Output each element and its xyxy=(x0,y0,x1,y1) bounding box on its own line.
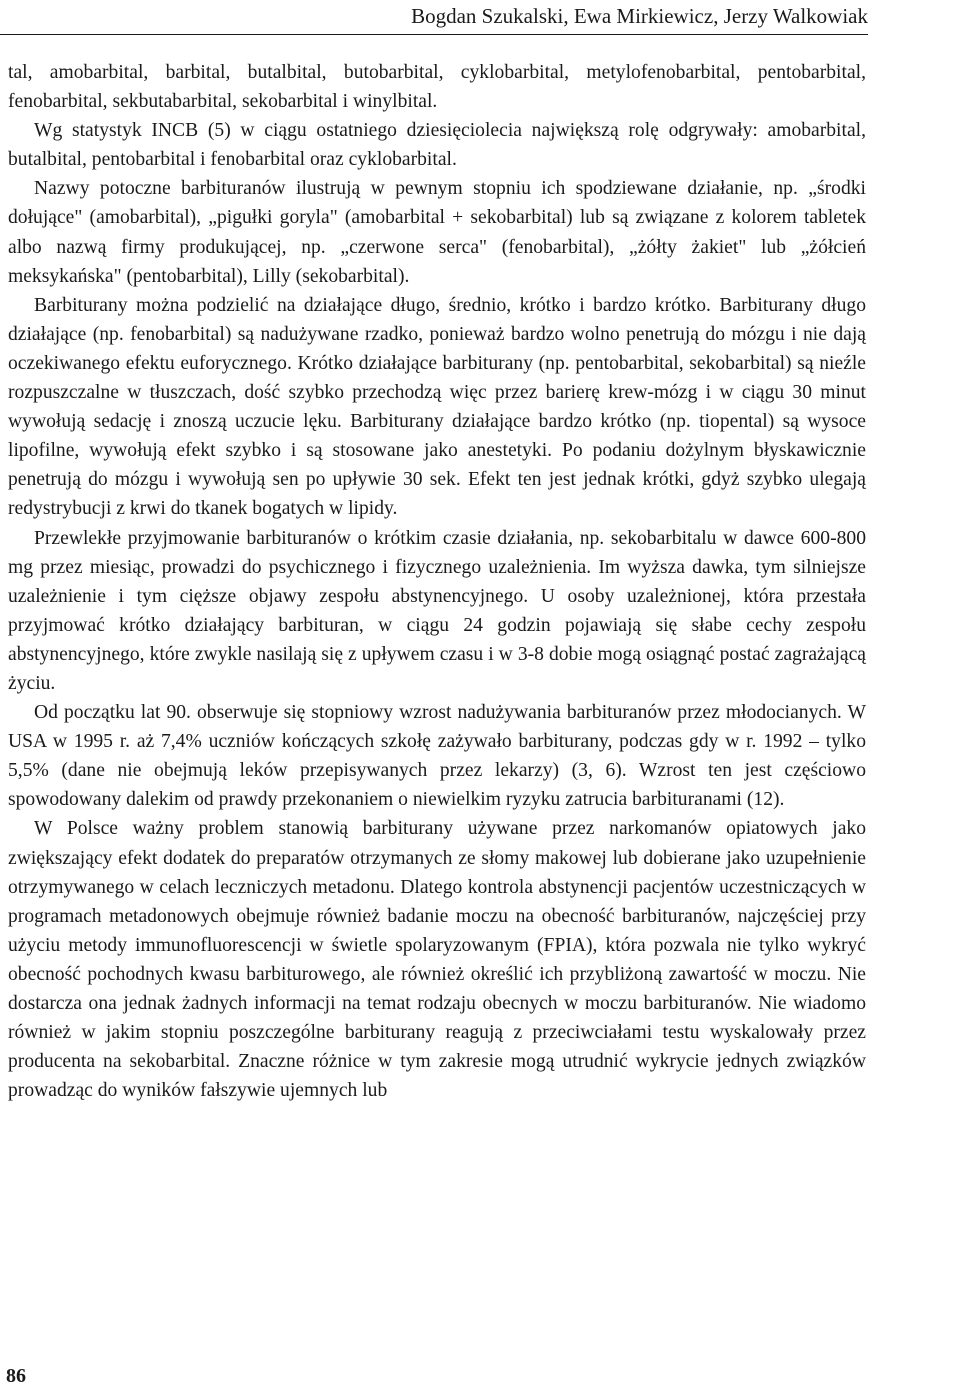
paragraph-usa-trends: Od początku lat 90. obserwuje się stopniowy wzrost nadużywania barbituranów przez młodocianych. W USA w 1995 r. aż 7,4% uczniów kończących szkołę zażywało barbiturany, podczas gdy w r. 1992 – tylko 5,5% (dane nie obejmują leków przepisywanych przez lekarzy) (3, 6). Wzrost ten jest częściowo spowodowany dalekim od prawdy przekonaniem o niewielkim ryzyku zatrucia barbituranami (12). xyxy=(8,702,866,811)
running-header-authors: Bogdan Szukalski, Ewa Mirkiewicz, Jerzy Walkowiak xyxy=(411,4,868,28)
body-text xyxy=(8,58,866,1105)
paragraph-incb-statistics: Wg statystyk INCB (5) w ciągu ostatniego dziesięciolecia największą rolę odgrywały: amobarbital, butalbital, pentobarbital i fenobarbital oraz cyklobarbital. xyxy=(8,120,866,171)
paragraph-dependence: Przewlekłe przyjmowanie barbituranów o krótkim czasie działania, np. sekobarbitalu w dawce 600-800 mg przez miesiąc, prowadzi do psychicznego i fizycznego uzależnienia. Im wyższa dawka, tym silniejsze uzależnienie i tym cięższe objawy zespołu abstynencyjnego. U osoby uzależnionej, która przestała przyjmować krótko działający barbituran, w ciągu 24 godzin pojawiają się słabe cechy zespołu abstynencyjnego, które zwykle nasilają się z upływem czasu i w 3-8 dobie mogą osiągnąć postać zagrażającą życiu. xyxy=(8,527,866,694)
paragraph-poland-testing: W Polsce ważny problem stanowią barbiturany używane przez narkomanów opiatowych jako zwiększający efekt dodatek do preparatów otrzymanych ze słomy makowej lub dobierane jako uzupełnienie otrzymywanego w celach leczniczych metadonu. Dlatego kontrola abstynencji pacjentów uczestniczących w programach metadonowych obejmuje również badanie moczu na obecność barbituranów, najczęściej przy użyciu metody immunofluorescencji w świetle spolaryzowanym (FPIA), która pozwala nie tylko wykryć obecność pochodnych kwasu barbiturowego, ale również określić ich przybliżoną zawartość w moczu. Nie dostarcza ona jednak żadnych informacji na temat rodzaju obecnych w moczu barbituranów. Nie wiadomo również w jakim stopniu poszczególne barbiturany reagują z przeciwciałami testu wyskalowały przez producenta na sekobarbital. Znaczne różnice w tym zakresie mogą utrudnić wykrycie jednych związków prowadząc do wyników fałszywie ujemnych lub xyxy=(8,818,866,1102)
paragraph-street-names: Nazwy potoczne barbituranów ilustrują w pewnym stopniu ich spodziewane działanie, np. „środki dołujące" (amobarbital), „pigułki goryla" (amobarbital + sekobarbital) lub są związane z kolorem tabletek albo nazwą firmy produkującej, np. „czerwone serca" (fenobarbital), „żółty żakiet" lub „żółcień meksykańska" (pentobarbital), Lilly (sekobarbital). xyxy=(8,178,866,287)
paragraph-duration-classes: Barbiturany można podzielić na działające długo, średnio, krótko i bardzo krótko. Barbiturany długo działające (np. fenobarbital) są nadużywane rzadko, ponieważ bardzo wolno penetrują do mózgu i nie dają oczekiwanego efektu euforycznego. Krótko działające barbiturany (np. pentobarbital, sekobarbital) są nieźle rozpuszczalne w tłuszczach, dość szybko przechodzą więc przez barierę krew-mózg i w ciągu 30 minut wywołują sedację i znoszą uczucie lęku. Barbiturany działające bardzo krótko (np. tiopental) są wysoce lipofilne, wywołują efekt szybko i są stosowane jako anestetyki. Po podaniu dożylnym błyskawicznie penetrują do mózgu i wywołują sen po upływie 30 sek. Efekt ten jest jednak krótki, gdyż szybko ulegają redystrybucji z krwi do tkanek bogatych w lipidy. xyxy=(8,294,866,520)
page-number: 86 xyxy=(6,1365,26,1387)
header-rule xyxy=(0,34,868,35)
paragraph-continuation: tal, amobarbital, barbital, butalbital, butobarbital, cyklobarbital, metylofenobarbital, pentobarbital, fenobarbital, sekbutabarbital, sekobarbital i winylbital. xyxy=(8,62,866,113)
